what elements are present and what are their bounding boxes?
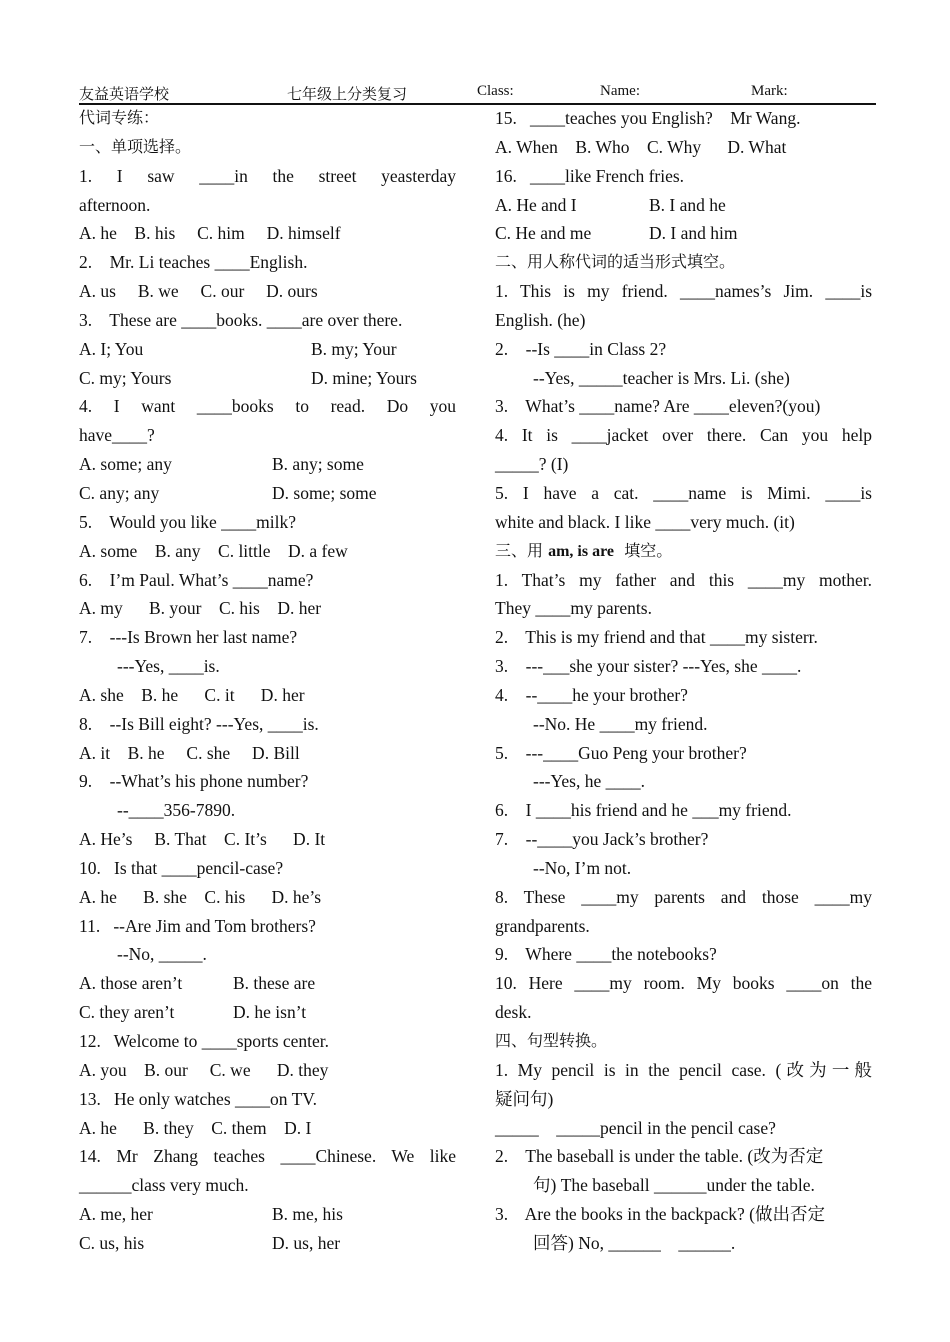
worksheet-line: --No, _____.: [117, 944, 207, 965]
worksheet-line: 3. What’s ____name? Are ____eleven?(you): [495, 396, 821, 417]
option-text: C. us, his: [79, 1232, 145, 1253]
worksheet-line: white and black. I like ____very much. (it): [495, 511, 795, 532]
section-heading: 一、单项选择。: [79, 136, 192, 156]
options-line: [79, 335, 456, 364]
worksheet-title: 七年级上分类复习: [287, 87, 408, 103]
option-text: C. any; any: [79, 482, 160, 503]
worksheet-line: English. (he): [495, 309, 586, 330]
worksheet-line: grandparents.: [495, 915, 590, 936]
worksheet-line: 2. --Is ____in Class 2?: [495, 338, 667, 359]
worksheet-line: 16. ____like French fries.: [495, 165, 685, 186]
options-line: [495, 191, 872, 220]
worksheet-line: 疑问句): [495, 1088, 554, 1109]
worksheet-line: 15. ____teaches you English? Mr Wang.: [495, 108, 801, 128]
worksheet-line: 2. The baseball is under the table. (改为否定: [495, 1146, 824, 1167]
worksheet-line: 9. --What’s his phone number?: [79, 771, 309, 792]
worksheet-line: ---Yes, he ____.: [533, 771, 645, 792]
option-text: C. He and me: [495, 223, 592, 244]
worksheet-line: 4. --____he your brother?: [495, 684, 688, 705]
worksheet-line: 3. ---___she your sister? ---Yes, she ____.: [495, 656, 802, 677]
option-text: D. some; some: [272, 482, 377, 503]
option-text: B. any; some: [272, 454, 364, 475]
worksheet-line: A. my B. your C. his D. her: [79, 598, 322, 619]
options-line: [79, 998, 456, 1027]
heading-text: 填空。: [614, 540, 673, 560]
worksheet-line: --____356-7890.: [117, 800, 236, 821]
worksheet-line: 9. Where ____the notebooks?: [495, 944, 717, 965]
option-text: B. these are: [233, 973, 316, 994]
worksheet-line: 3. These are ____books. ____are over there.: [79, 309, 403, 330]
heading-text: 三、用: [495, 540, 549, 560]
worksheet-line: A. he B. his C. him D. himself: [79, 223, 341, 244]
worksheet-line: 7. ---Is Brown her last name?: [79, 627, 298, 648]
worksheet-line: 10. Is that ____pencil-case?: [79, 857, 284, 878]
right-column: [495, 104, 872, 1258]
option-text: A. me, her: [79, 1204, 153, 1225]
worksheet-line: 13. He only watches ____on TV.: [79, 1088, 318, 1109]
worksheet-line: 14. Mr Zhang teaches ____Chinese. We like: [79, 1146, 456, 1167]
worksheet-line: A. he B. they C. them D. I: [79, 1117, 312, 1138]
worksheet-line: 10. Here ____my room. My books ____on the: [495, 973, 872, 994]
option-text: C. they aren’t: [79, 1002, 175, 1023]
worksheet-line: 1. My pencil is in the pencil case. (改为一般: [495, 1059, 872, 1080]
section-heading: [495, 537, 872, 566]
option-text: A. some; any: [79, 454, 172, 475]
mark-label: Mark:: [751, 83, 788, 99]
worksheet-line: A. When B. Who C. Why D. What: [495, 136, 787, 157]
option-text: D. I and him: [649, 223, 738, 244]
worksheet-line: 5. ---____Guo Peng your brother?: [495, 742, 747, 763]
worksheet-line: ---Yes, ____is.: [117, 656, 220, 677]
worksheet-line: _____ _____pencil in the pencil case?: [495, 1117, 776, 1138]
worksheet-line: 5. Would you like ____milk?: [79, 511, 297, 532]
section-heading: 四、句型转换。: [495, 1031, 608, 1050]
worksheet-line: 2. Mr. Li teaches ____English.: [79, 252, 308, 273]
worksheet-line: A. he B. she C. his D. he’s: [79, 886, 322, 907]
section-heading: 代词专练：: [79, 108, 160, 127]
option-text: A. I; You: [79, 338, 144, 359]
option-text: D. mine; Yours: [311, 367, 417, 388]
worksheet-line: 7. --____you Jack’s brother?: [495, 829, 709, 850]
option-text: A. those aren’t: [79, 973, 183, 994]
option-text: B. my; Your: [311, 338, 397, 359]
worksheet-line: --No, I’m not.: [533, 857, 632, 878]
worksheet-line: 句) The baseball ______under the table.: [533, 1175, 815, 1196]
worksheet-line: ______class very much.: [79, 1175, 249, 1196]
worksheet-line: afternoon.: [79, 194, 151, 215]
worksheet-line: 4. I want ____books to read. Do you: [79, 396, 456, 417]
bold-keywords: am, is are: [548, 542, 615, 560]
option-text: B. me, his: [272, 1204, 343, 1225]
worksheet-line: 4. It is ____jacket over there. Can you help: [495, 425, 872, 446]
option-text: C. my; Yours: [79, 367, 172, 388]
option-text: D. he isn’t: [233, 1002, 307, 1023]
worksheet-line: have____?: [79, 425, 155, 446]
worksheet-line: 回答) No, ______ ______.: [533, 1232, 736, 1253]
option-text: A. He and I: [495, 194, 577, 215]
worksheet-line: A. she B. he C. it D. her: [79, 684, 305, 705]
options-line: [495, 219, 872, 248]
worksheet-line: 6. I ____his friend and he ___my friend.: [495, 800, 792, 821]
worksheet-line: _____? (I): [495, 454, 569, 475]
worksheet-line: They ____my parents.: [495, 598, 652, 619]
worksheet-line: A. He’s B. That C. It’s D. It: [79, 829, 326, 850]
options-line: [79, 969, 456, 998]
left-column: [79, 104, 456, 1258]
worksheet-line: A. you B. our C. we D. they: [79, 1059, 329, 1080]
school-name: 友益英语学校: [79, 87, 170, 103]
worksheet-line: A. it B. he C. she D. Bill: [79, 742, 300, 763]
class-label: Class:: [477, 83, 514, 99]
worksheet-line: 3. Are the books in the backpack? (做出否定: [495, 1204, 825, 1225]
worksheet-line: --No. He ____my friend.: [533, 713, 708, 734]
worksheet-line: desk.: [495, 1002, 532, 1023]
page-header: [79, 83, 876, 105]
worksheet-line: 1. I saw ____in the street yeasterday: [79, 165, 456, 186]
worksheet-line: 8. --Is Bill eight? ---Yes, ____is.: [79, 713, 319, 734]
worksheet-line: 1. This is my friend. ____names’s Jim. ____is: [495, 281, 872, 302]
options-line: [79, 1200, 456, 1229]
options-line: [79, 450, 456, 479]
worksheet-line: 11. --Are Jim and Tom brothers?: [79, 915, 316, 936]
option-text: B. I and he: [649, 194, 726, 215]
options-line: [79, 479, 456, 508]
worksheet-line: 6. I’m Paul. What’s ____name?: [79, 569, 314, 590]
worksheet-line: 2. This is my friend and that ____my sisterr.: [495, 627, 818, 648]
section-heading: 二、用人称代词的适当形式填空。: [495, 252, 736, 272]
worksheet-line: 1. That’s my father and this ____my mother.: [495, 569, 872, 590]
worksheet-line: 8. These ____my parents and those ____my: [495, 886, 872, 907]
name-label: Name:: [600, 83, 640, 99]
options-line: [79, 364, 456, 393]
worksheet-line: 5. I have a cat. ____name is Mimi. ____is: [495, 482, 872, 503]
worksheet-line: 12. Welcome to ____sports center.: [79, 1031, 330, 1051]
option-text: D. us, her: [272, 1232, 341, 1253]
options-line: [79, 1229, 456, 1258]
worksheet-line: A. us B. we C. our D. ours: [79, 281, 318, 302]
worksheet-line: --Yes, _____teacher is Mrs. Li. (she): [533, 367, 790, 388]
worksheet-line: A. some B. any C. little D. a few: [79, 540, 348, 561]
